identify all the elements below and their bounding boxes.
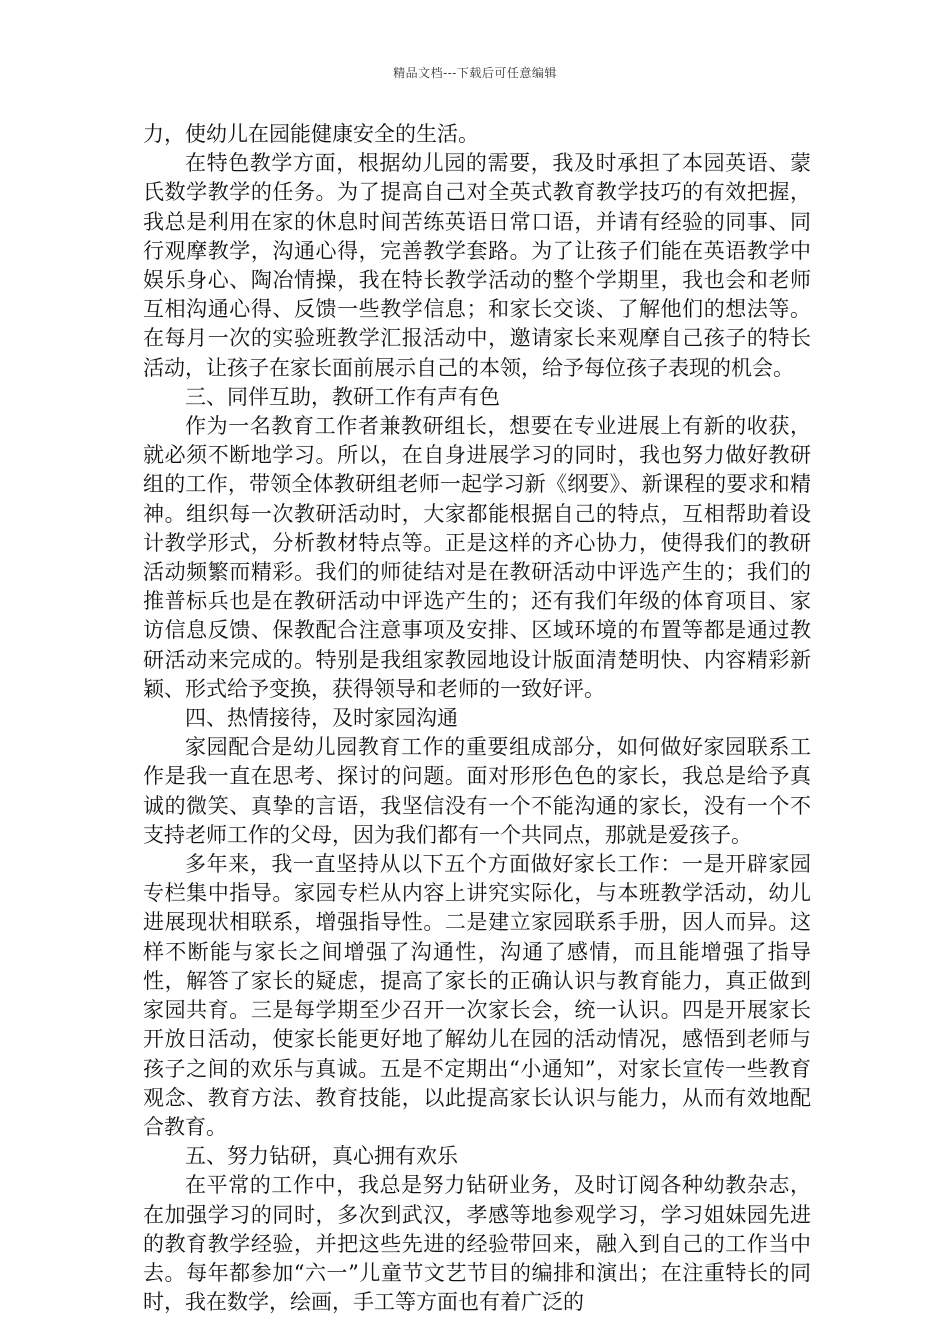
document-body	[143, 120, 811, 1317]
paragraph-teaching-features: 在特色教学方面，根据幼儿园的需要，我及时承担了本园英语、蒙氏数学教学的任务。为了提高自己对全英式教育教学技巧的有效把握，我总是利用在家的休息时间苦练英语日常口语，并请有经验的同事、同行观摩教学，沟通心得，完善教学套路。为了让孩子们能在英语教学中娱乐身心、陶冶情操，我在特长教学活动的整个学期里，我也会和老师互相沟通心得、反馈一些教学信息；和家长交谈、了解他们的想法等。在每月一次的实验班教学汇报活动中，邀请家长来观摩自己孩子的特长活动，让孩子在家长面前展示自己的本领，给予每位孩子表现的机会。	[143, 151, 811, 380]
paragraph-study-research: 在平常的工作中，我总是努力钻研业务，及时订阅各种幼教杂志，在加强学习的同时，多次到武汉，孝感等地参观学习，学习姐妹园先进的教育教学经验，并把这些先进的经验带回来，融入到自己的工作当中去。每年都参加“六一”儿童节文艺节目的编排和演出；在注重特长的同时，我在数学，绘画，手工等方面也有着广泛的	[143, 1173, 811, 1315]
paragraph-teaching-research: 作为一名教育工作者兼教研组长，想要在专业进展上有新的收获，就必须不断地学习。所以，在自身进展学习的同时，我也努力做好教研组的工作，带领全体教研组老师一起学习新《纲要》、新课程的要求和精神。组织每一次教研活动时，大家都能根据自己的特点，互相帮助着设计教学形式，分析教材特点等。正是这样的齐心协力，使得我们的教研活动频繁而精彩。我们的师徒结对是在教研活动中评选产生的；我们的推普标兵也是在教研活动中评选产生的；还有我们年级的体育项目、家访信息反馈、保教配合注意事项及安排、区域环境的布置等都是通过教研活动来完成的。特别是我组家教园地设计版面清楚明快、内容精彩新颖、形式给予变换，获得领导和老师的一致好评。	[143, 414, 811, 701]
paragraph-parent-work: 多年来，我一直坚持从以下五个方面做好家长工作：一是开辟家园专栏集中指导。家园专栏从内容上讲究实际化，与本班教学活动，幼儿进展现状相联系，增强指导性。二是建立家园联系手册，因人而异。这样不断能与家长之间增强了沟通性，沟通了感情，而且能增强了指导性，解答了家长的疑虑，提高了家长的正确认识与教育能力，真正做到家园共育。三是每学期至少召开一次家长会，统一认识。四是开展家长开放日活动，使家长能更好地了解幼儿在园的活动情况，感悟到老师与孩子之间的欢乐与真诚。五是不定期出“小通知”，对家长宣传一些教育观念、教育方法、教育技能，以此提高家长认识与能力，从而有效地配合教育。	[143, 852, 811, 1139]
section-heading-3: 三、同伴互助，教研工作有声有色	[185, 384, 500, 409]
paragraph-continuation: 力，使幼儿在园能健康安全的生活。	[143, 122, 479, 146]
section-heading-4: 四、热情接待，及时家园沟通	[185, 706, 458, 731]
paragraph-home-school: 家园配合是幼儿园教育工作的重要组成部分，如何做好家园联系工作是我一直在思考、探讨的问题。面对形形色色的家长，我总是给予真诚的微笑、真挚的言语，我坚信没有一个不能沟通的家长，没有一个不支持老师工作的父母，因为我们都有一个共同点，那就是爱孩子。	[143, 735, 811, 847]
page-header: 精品文档---下载后可任意编辑	[393, 66, 557, 80]
section-heading-5: 五、努力钻研，真心拥有欢乐	[185, 1144, 458, 1169]
